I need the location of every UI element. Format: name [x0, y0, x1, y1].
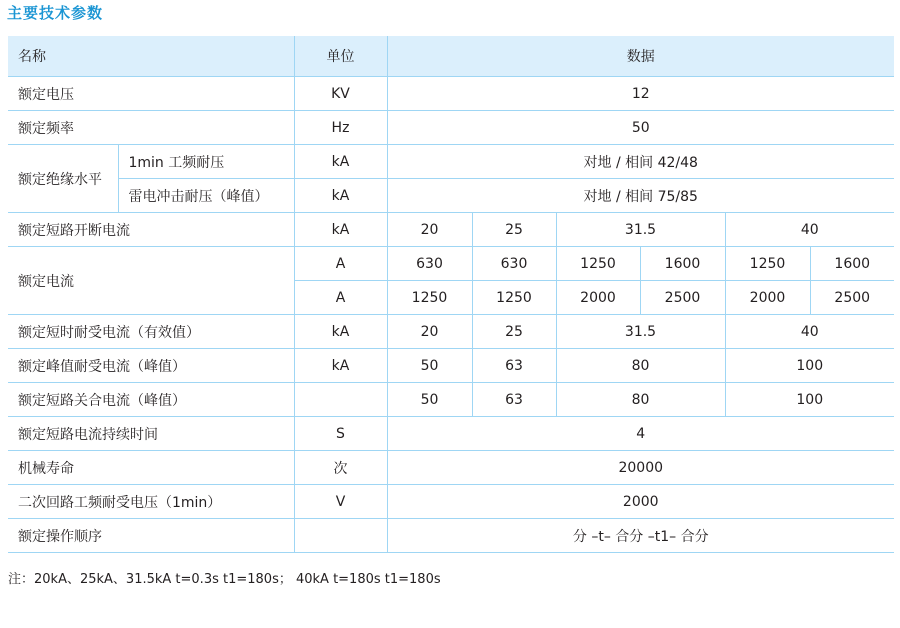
- table-row: [8, 519, 894, 553]
- table-row: [8, 315, 894, 349]
- param-unit: kA: [294, 315, 387, 349]
- param-value: 40: [725, 213, 894, 247]
- param-value: 80: [556, 383, 725, 417]
- table-row: [8, 349, 894, 383]
- param-value: 1600: [810, 247, 894, 281]
- param-value: 1250: [725, 247, 810, 281]
- param-value: 2000: [725, 281, 810, 315]
- param-unit: [294, 383, 387, 417]
- param-unit: Hz: [294, 111, 387, 145]
- param-unit: kA: [294, 179, 387, 213]
- param-name: 额定操作顺序: [8, 519, 294, 553]
- param-value: 12: [387, 77, 894, 111]
- param-unit: A: [294, 247, 387, 281]
- page-title: 主要技术参数: [7, 4, 104, 22]
- param-name: 额定短路关合电流（峰值）: [8, 383, 294, 417]
- param-value: 2500: [810, 281, 894, 315]
- param-value: 25: [472, 315, 556, 349]
- param-subname: 雷电冲击耐压（峰值）: [118, 179, 294, 213]
- param-value: 对地 / 相间 42/48: [387, 145, 894, 179]
- header-data: 数据: [387, 36, 894, 77]
- param-value: 分 –t– 合分 –t1– 合分: [387, 519, 894, 553]
- param-name: 额定短路开断电流: [8, 213, 294, 247]
- table-row: [8, 145, 894, 179]
- param-value: 630: [472, 247, 556, 281]
- param-value: 1250: [556, 247, 640, 281]
- header-unit: 单位: [294, 36, 387, 77]
- param-value: 4: [387, 417, 894, 451]
- param-value: 25: [472, 213, 556, 247]
- param-unit: kA: [294, 349, 387, 383]
- param-unit: kA: [294, 213, 387, 247]
- param-name: 额定峰值耐受电流（峰值）: [8, 349, 294, 383]
- table-row: [8, 247, 894, 281]
- param-unit: KV: [294, 77, 387, 111]
- param-value: 630: [387, 247, 472, 281]
- param-value: 50: [387, 111, 894, 145]
- param-value: 20: [387, 315, 472, 349]
- param-value: 63: [472, 383, 556, 417]
- param-value: 1250: [472, 281, 556, 315]
- table-row: [8, 213, 894, 247]
- table-row: [8, 451, 894, 485]
- table-row: [8, 383, 894, 417]
- param-name: 额定短时耐受电流（有效值）: [8, 315, 294, 349]
- param-unit: A: [294, 281, 387, 315]
- param-value: 50: [387, 383, 472, 417]
- header-row: [8, 36, 894, 77]
- param-value: 20000: [387, 451, 894, 485]
- header-name: 名称: [8, 36, 294, 77]
- param-name: 额定频率: [8, 111, 294, 145]
- footnote: 注：20kA、25kA、31.5kA t=0.3s t1=180s； 40kA t=180s t1=180s: [8, 572, 441, 587]
- param-value: 对地 / 相间 75/85: [387, 179, 894, 213]
- param-value: 20: [387, 213, 472, 247]
- table-row: [8, 111, 894, 145]
- param-name: 额定绝缘水平: [8, 145, 118, 213]
- table-row: [8, 77, 894, 111]
- param-subname: 1min 工频耐压: [118, 145, 294, 179]
- table-row: [8, 179, 894, 213]
- param-name: 额定电压: [8, 77, 294, 111]
- param-value: 2000: [387, 485, 894, 519]
- table-row: [8, 417, 894, 451]
- param-name: 机械寿命: [8, 451, 294, 485]
- param-unit: 次: [294, 451, 387, 485]
- param-value: 40: [725, 315, 894, 349]
- param-name: 额定短路电流持续时间: [8, 417, 294, 451]
- param-unit: V: [294, 485, 387, 519]
- spec-table: [8, 36, 894, 553]
- param-value: 2000: [556, 281, 640, 315]
- param-name: 额定电流: [8, 247, 294, 315]
- param-value: 63: [472, 349, 556, 383]
- param-value: 31.5: [556, 315, 725, 349]
- table-row: [8, 485, 894, 519]
- param-name: 二次回路工频耐受电压（1min）: [8, 485, 294, 519]
- param-value: 100: [725, 349, 894, 383]
- param-value: 80: [556, 349, 725, 383]
- param-unit: [294, 519, 387, 553]
- param-value: 2500: [640, 281, 725, 315]
- param-value: 1250: [387, 281, 472, 315]
- param-value: 1600: [640, 247, 725, 281]
- param-value: 50: [387, 349, 472, 383]
- param-unit: S: [294, 417, 387, 451]
- param-value: 100: [725, 383, 894, 417]
- param-unit: kA: [294, 145, 387, 179]
- param-value: 31.5: [556, 213, 725, 247]
